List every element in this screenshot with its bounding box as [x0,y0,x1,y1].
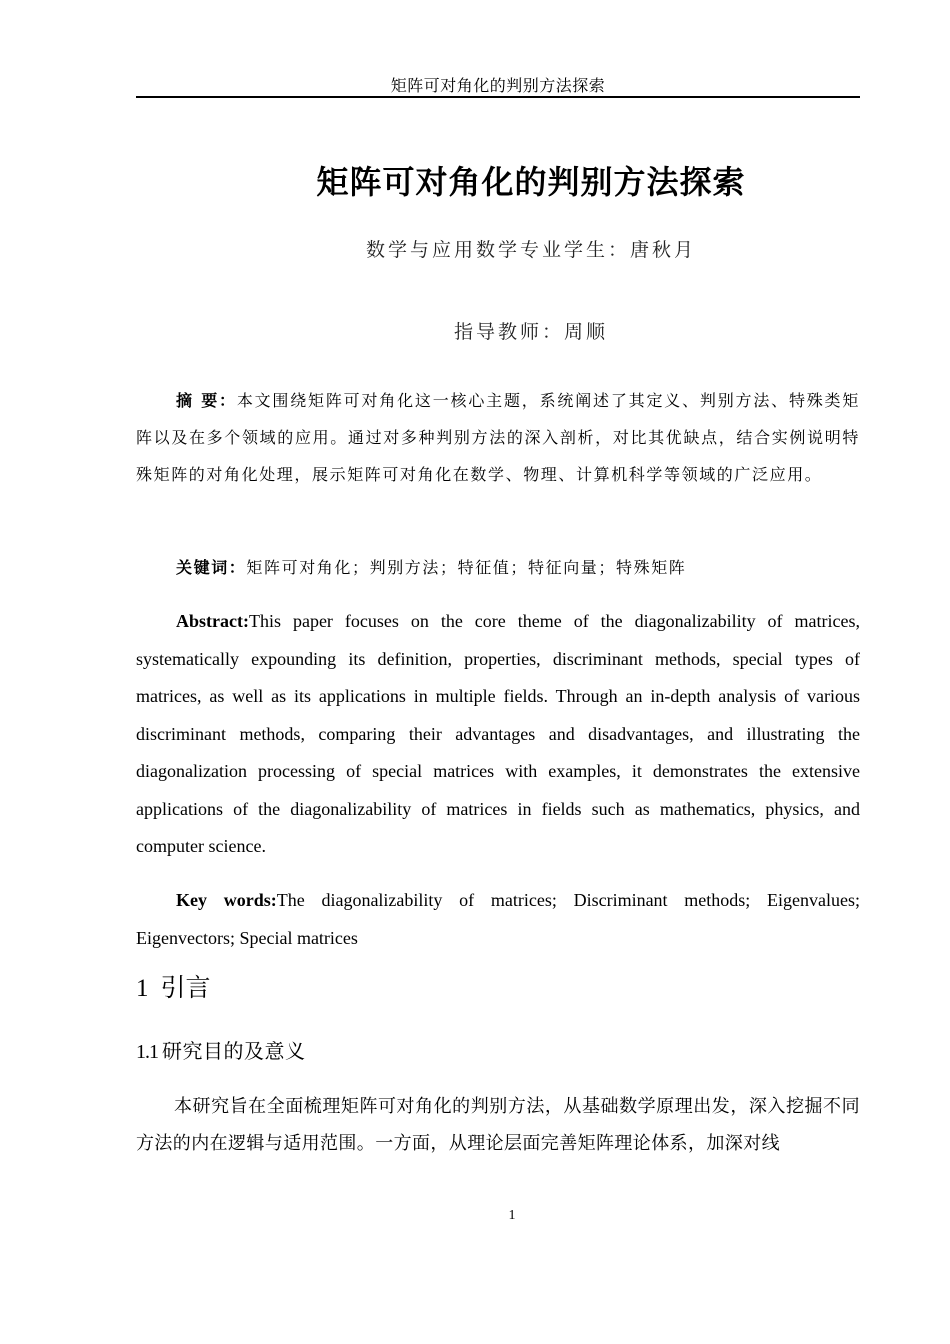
keywords-en [136,882,860,957]
running-header: 矩阵可对角化的判别方法探索 [390,76,606,95]
abstract-cn [136,382,860,493]
abstract-cn-label: 摘 要： [176,391,237,410]
section-title: 引言 [160,973,211,1002]
keywords-cn-text: 矩阵可对角化；判别方法；特征值；特征向量；特殊矩阵 [246,558,687,577]
advisor-line: 指导教师：周顺 [453,321,608,343]
keywords-en-label: Key words: [176,890,277,910]
section-number: 1 [136,975,149,1002]
body-paragraph: 本研究旨在全面梳理矩阵可对角化的判别方法，从基础数学原理出发，深入挖掘不同方法的内在逻辑与适用范围。一方面，从理论层面完善矩阵理论体系，加深对线 [136,1096,860,1154]
abstract-en-text: This paper focuses on the core theme of the diagonalizability of matrices, systematically expounding its definition, properties, discriminant methods, special types of matrices, as well as its applications in multiple fields. Through an in-depth analysis of various discriminant methods, comparing their advantages and disadvantages, and illustrating the diagonalization processing of special matrices with examples, it demonstrates the extensive applications of the diagonalizability of matrices in fields such as mathematics, physics, and computer science. [136,611,860,856]
keywords-cn [136,549,860,586]
subsection-heading-1-1 [136,1036,306,1067]
keywords-en-text: The diagonalizability of matrices; Discriminant methods; Eigenvalues; Eigenvectors; Special matrices [136,890,860,948]
author-line: 数学与应用数学专业学生：唐秋月 [365,239,696,261]
section-heading-1 [136,970,211,1007]
abstract-en [136,603,860,866]
keywords-cn-label: 关键词： [176,558,247,577]
abstract-cn-text: 本文围绕矩阵可对角化这一核心主题，系统阐述了其定义、判别方法、特殊类矩阵以及在多个领域的应用。通过对多种判别方法的深入剖析，对比其优缺点，结合实例说明特殊矩阵的对角化处理，展示矩阵可对角化在数学、物理、计算机科学等领域的广泛应用。 [136,391,860,484]
page-number: 1 [508,1208,516,1223]
subsection-title: 研究目的及意义 [162,1039,306,1063]
header-rule [136,96,860,98]
subsection-number: 1.1 [136,1041,158,1063]
paper-title: 矩阵可对角化的判别方法探索 [316,163,746,201]
abstract-en-label: Abstract: [176,611,249,631]
